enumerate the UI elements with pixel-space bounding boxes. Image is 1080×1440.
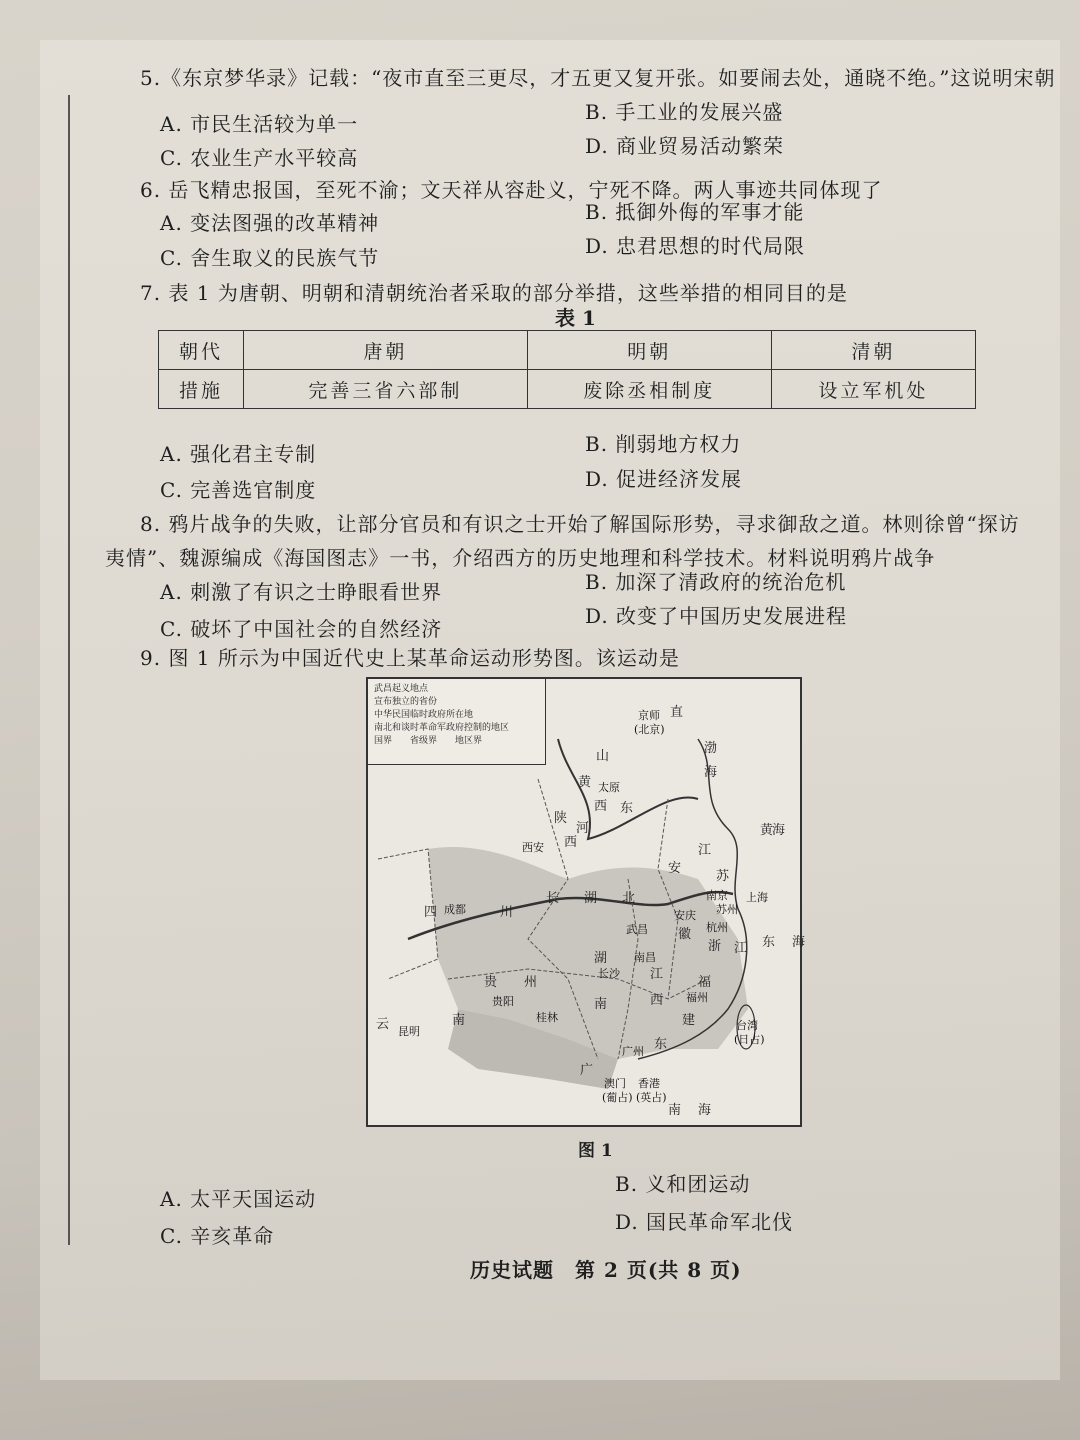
table-cell: 清朝 <box>771 331 975 370</box>
map-label: 海 <box>698 1103 712 1118</box>
map-label: 南昌 <box>634 951 656 964</box>
map-label: 山 <box>596 749 610 764</box>
map-label: 台湾 <box>736 1019 758 1032</box>
revolution-map <box>366 677 806 1127</box>
map-label: 四 <box>424 905 438 920</box>
legend-item: 南北和谈时革命军政府控制的地区 <box>374 723 510 733</box>
q6-option-d: D. 忠君思想的时代局限 <box>585 234 806 258</box>
q7-option-a: A. 强化君主专制 <box>160 442 317 466</box>
q5-option-a: A. 市民生活较为单一 <box>160 112 359 136</box>
q6-option-a: A. 变法图强的改革精神 <box>160 211 380 235</box>
legend-item: 中华民国临时政府所在地 <box>374 710 474 720</box>
map-label: 东 <box>654 1037 668 1052</box>
map-label: 南 <box>452 1013 466 1028</box>
q6-option-b: B. 抵御外侮的军事才能 <box>585 200 805 224</box>
map-label: 香港 <box>638 1077 660 1090</box>
map-label: 西 <box>650 993 664 1008</box>
q8-stem-line2: 夷情”、魏源编成《海国图志》一书，介绍西方的历史地理和科学技术。材料说明鸦片战争 <box>105 546 936 570</box>
map-label: 苏州 <box>716 903 738 916</box>
map-label: 太原 <box>598 781 620 794</box>
legend-item: 武昌起义地点 <box>374 684 429 694</box>
map-label: 澳门 <box>604 1077 626 1090</box>
map-label: 陕 <box>554 811 568 826</box>
q8-stem-line1: 8. 鸦片战争的失败，让部分官员和有识之士开始了解国际形势，寻求御敌之道。林则徐曾“探访 <box>140 512 1020 536</box>
q9-option-b: B. 义和团运动 <box>615 1172 751 1196</box>
map-label: 直 <box>670 705 684 720</box>
q7-option-c: C. 完善选官制度 <box>160 478 317 502</box>
map-label: (英占) <box>636 1091 667 1104</box>
q9-stem: 9. 图 1 所示为中国近代史上某革命运动形势图。该运动是 <box>140 646 680 670</box>
q5-option-d: D. 商业贸易活动繁荣 <box>585 134 785 158</box>
map-label: 北 <box>622 891 636 906</box>
q9-option-d: D. 国民革命军北伐 <box>615 1210 794 1234</box>
map-label: 福州 <box>686 991 708 1004</box>
page-footer: 历史试题 第 2 页(共 8 页) <box>470 1258 742 1282</box>
map-label: 建 <box>682 1013 696 1028</box>
map-label: 福 <box>698 975 712 990</box>
map-label: 黄 <box>760 823 774 838</box>
table-cell: 措施 <box>159 370 244 409</box>
table-cell: 设立军机处 <box>771 370 975 409</box>
map-label: 西安 <box>522 841 544 854</box>
q9-option-c: C. 辛亥革命 <box>160 1224 275 1248</box>
table-cell: 朝代 <box>159 331 244 370</box>
map-label: 长沙 <box>598 967 620 980</box>
map-label: 州 <box>524 975 538 990</box>
map-label: 南 <box>594 997 608 1012</box>
map-label: 海 <box>792 935 806 950</box>
map-label: 徽 <box>678 927 692 942</box>
map-label: (日占) <box>734 1033 765 1046</box>
map-label: 昆明 <box>398 1025 420 1038</box>
map-label: 西 <box>564 835 578 850</box>
q5-option-c: C. 农业生产水平较高 <box>160 146 359 170</box>
q7-option-d: D. 促进经济发展 <box>585 467 743 491</box>
map-legend <box>368 679 546 765</box>
map-label: 江 <box>734 941 748 956</box>
map-label: 南京 <box>706 889 728 902</box>
q9-option-a: A. 太平天国运动 <box>160 1187 317 1211</box>
table-caption: 表 1 <box>555 306 596 330</box>
legend-item: 宣布独立的省份 <box>374 697 438 707</box>
map-label: 广 <box>580 1063 594 1078</box>
map-label: 安庆 <box>674 909 696 922</box>
map-label: 贵阳 <box>492 995 514 1008</box>
map-label: 江 <box>650 967 664 982</box>
q8-option-a: A. 刺激了有识之士睁眼看世界 <box>160 580 443 604</box>
map-label: 杭州 <box>706 921 728 934</box>
map-label: 武昌 <box>626 923 648 936</box>
q6-stem: 6. 岳飞精忠报国，至死不渝；文天祥从容赴义，宁死不降。两人事迹共同体现了 <box>140 178 883 202</box>
map-label: 云 <box>376 1017 390 1032</box>
map-label: (北京) <box>634 723 665 736</box>
map-label: 海 <box>772 823 786 838</box>
map-label: 安 <box>668 861 682 876</box>
map-label: 成都 <box>444 903 466 916</box>
q7-stem: 7. 表 1 为唐朝、明朝和清朝统治者采取的部分举措，这些举措的相同目的是 <box>140 281 848 305</box>
table-1 <box>158 330 976 409</box>
q8-option-b: B. 加深了清政府的统治危机 <box>585 570 847 594</box>
q8-option-d: D. 改变了中国历史发展进程 <box>585 604 848 628</box>
map-label: 东 <box>762 935 776 950</box>
map-label: 长 <box>546 891 560 906</box>
map-label: 贵 <box>484 975 498 990</box>
margin-rule <box>68 95 70 1245</box>
map-label: 东 <box>620 801 634 816</box>
map-label: 京师 <box>638 709 660 722</box>
q5-stem: 5.《东京梦华录》记载：“夜市直至三更尽，才五更又复开张。如要闹去处，通晓不绝。”这说明宋朝 <box>140 66 1056 90</box>
map-label: 湖 <box>594 951 608 966</box>
table-cell: 完善三省六部制 <box>244 370 528 409</box>
map-label: 海 <box>704 765 718 780</box>
legend-item: 国界 省级界 地区界 <box>374 736 483 746</box>
map-label: 南 <box>668 1103 682 1118</box>
q5-option-b: B. 手工业的发展兴盛 <box>585 100 784 124</box>
map-label: (葡占) <box>602 1091 633 1104</box>
table-cell: 唐朝 <box>244 331 528 370</box>
map-label: 苏 <box>716 869 730 884</box>
map-label: 江 <box>698 843 712 858</box>
map-label: 渤 <box>704 741 718 756</box>
map-label: 浙 <box>708 939 722 954</box>
map-caption: 图 1 <box>578 1141 613 1161</box>
q6-option-c: C. 舍生取义的民族气节 <box>160 246 380 270</box>
map-label: 川 <box>500 905 514 920</box>
map-label: 湖 <box>584 891 598 906</box>
map-label: 黄 <box>578 775 592 790</box>
map-label: 桂林 <box>536 1011 558 1024</box>
q8-option-c: C. 破坏了中国社会的自然经济 <box>160 617 443 641</box>
table-cell: 明朝 <box>527 331 771 370</box>
map-label: 河 <box>576 821 590 836</box>
q7-option-b: B. 削弱地方权力 <box>585 432 742 456</box>
table-cell: 废除丞相制度 <box>527 370 771 409</box>
map-label: 西 <box>594 799 608 814</box>
map-label: 上海 <box>746 891 768 904</box>
map-label: 广州 <box>622 1045 644 1058</box>
